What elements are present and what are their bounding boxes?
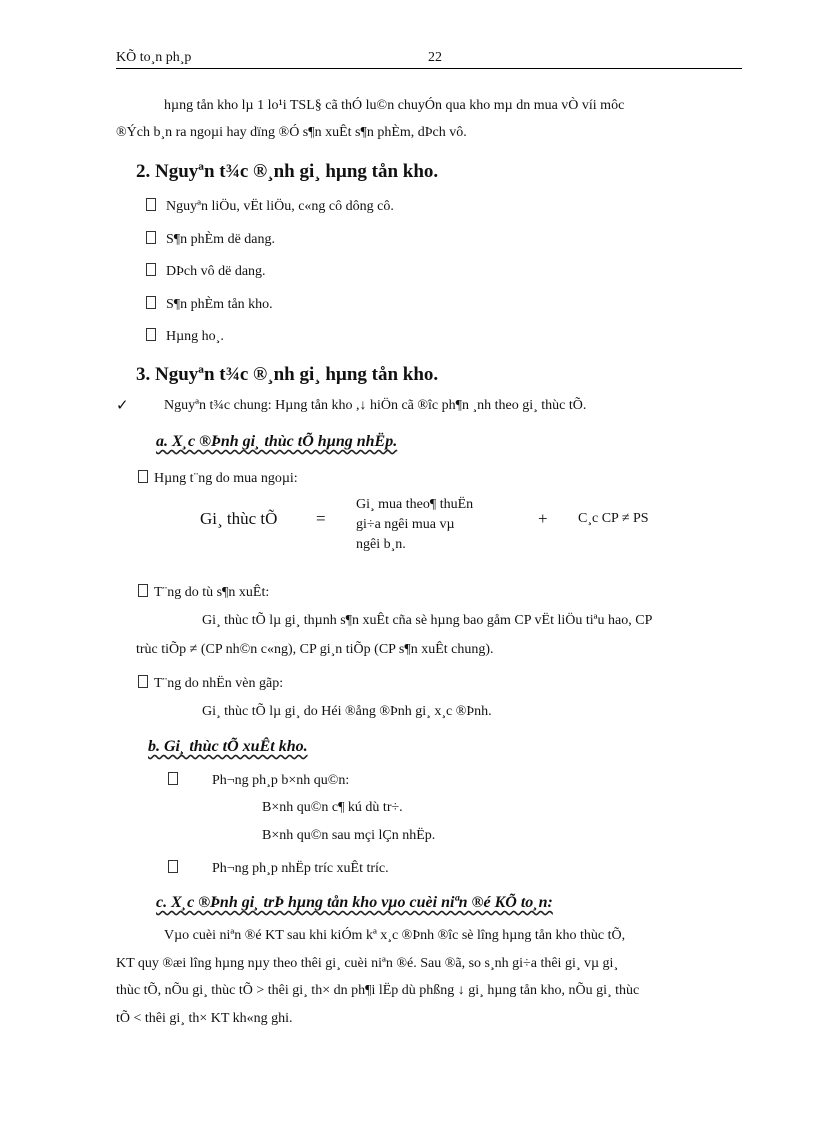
self-produce-line-1: Gi¸ thùc tÕ lµ gi¸ thµnh s¶n xuÊt cña sè hµng bao gåm CP vËt liÖu tiªu hao, CP xyxy=(202,613,653,628)
formula-term-1-line-2: gi÷a ngêi mua vµ xyxy=(356,517,455,532)
checkmark-icon: ✓ xyxy=(116,398,129,414)
formula-term-1-line-3: ngêi b¸n. xyxy=(356,537,406,552)
checkbox-icon xyxy=(168,772,178,785)
method-sub-1: B×nh qu©n c¶ kú dù tr÷. xyxy=(262,800,403,815)
part-c-heading: c. X¸c ®Þnh gi¸ trÞ hµng tån kho vµo cuèi niªn ®é KÕ to¸n: xyxy=(156,894,553,911)
self-produce-line-2: trùc tiÕp ≠ (CP nh©n c«ng), CP gi¸n tiÕp (CP s¶n xuÊt chung). xyxy=(136,642,494,657)
list-item: S¶n phÈm dë dang. xyxy=(146,231,275,248)
page-number: 22 xyxy=(428,50,442,65)
list-item: T¨ng do nhËn vèn gãp: xyxy=(138,675,283,692)
list-item: Hµng t¨ng do mua ngoµi: xyxy=(138,470,298,487)
list-item: Nguyªn liÖu, vËt liÖu, c«ng cô dông cô. xyxy=(146,198,394,215)
formula-equals: = xyxy=(316,509,326,528)
formula-term-2: C¸c CP ≠ PS xyxy=(578,511,649,526)
checkbox-icon xyxy=(138,675,148,688)
header-left: KÕ to¸n ph¸p xyxy=(116,50,192,65)
list-item: DÞch vô dë dang. xyxy=(146,263,266,280)
header-rule xyxy=(116,68,742,69)
part-b-heading: b. Gi¸ thùc tÕ xuÊt kho. xyxy=(148,738,308,755)
checkbox-icon xyxy=(146,231,156,244)
method-sub-2: B×nh qu©n sau mçi lÇn nhËp. xyxy=(262,828,436,843)
section-3-heading: 3. Nguyªn t¾c ®¸nh gi¸ hµng tån kho. xyxy=(136,364,439,385)
year-end-line-4: tÕ < thêi gi¸ th× KT kh«ng ghi. xyxy=(116,1011,293,1026)
section-2-heading: 2. Nguyªn t¾c ®¸nh gi¸ hµng tån kho. xyxy=(136,161,439,182)
capital-contribution-line: Gi¸ thùc tÕ lµ gi¸ do Héi ®ång ®Þnh gi¸ x¸c ®Þnh. xyxy=(202,704,492,719)
checkbox-icon xyxy=(138,584,148,597)
list-item: Hµng ho¸. xyxy=(146,328,224,345)
year-end-line-1: Vµo cuèi niªn ®é KT sau khi kiÓm kª x¸c ®Þnh ®îc sè lîng hµng tån kho thùc tÕ, xyxy=(164,928,626,943)
part-a-heading: a. X¸c ®Þnh gi¸ thùc tÕ hµng nhËp. xyxy=(156,433,398,450)
intro-line-1: hµng tån kho lµ 1 lo¹i TSL§ cã thÓ lu©n chuyÓn qua kho mµ dn mua vÒ víi môc xyxy=(164,98,625,113)
checkbox-icon xyxy=(168,860,178,873)
intro-line-2: ®Ých b¸n ra ngoµi hay dïng ®Ó s¶n xuÊt s¶n phÈm, dÞch vô. xyxy=(116,125,467,140)
year-end-line-2: KT quy ®æi lîng hµng nµy theo thêi gi¸ cuèi niªn ®é. Sau ®ã, so s¸nh gi÷a thêi gi¸ vµ gi¸ xyxy=(116,956,619,971)
list-item: Ph¬ng ph¸p nhËp tríc xuÊt tríc. xyxy=(168,860,389,877)
list-item: Ph¬ng ph¸p b×nh qu©n: xyxy=(168,772,349,789)
year-end-line-3: thùc tÕ, nÕu gi¸ thùc tÕ > thêi gi¸ th× dn ph¶i lËp dù phßng ↓ gi¸ hµng tån kho, nÕu gi¸ thùc xyxy=(116,983,640,998)
checkbox-icon xyxy=(146,198,156,211)
formula-term-1-line-1: Gi¸ mua theo¶ thuËn xyxy=(356,497,474,512)
formula-lhs: Gi¸ thùc tÕ xyxy=(200,509,278,528)
formula-plus: + xyxy=(538,509,548,528)
checkbox-icon xyxy=(146,328,156,341)
checkbox-icon xyxy=(146,263,156,276)
list-item: T¨ng do tù s¶n xuÊt: xyxy=(138,584,269,601)
list-item: S¶n phÈm tån kho. xyxy=(146,296,273,313)
checkbox-icon xyxy=(138,470,148,483)
general-principle: Nguyªn t¾c chung: Hµng tån kho ,↓ hiÖn cã ®îc ph¶n ¸nh theo gi¸ thùc tÕ. xyxy=(164,398,587,413)
checkbox-icon xyxy=(146,296,156,309)
